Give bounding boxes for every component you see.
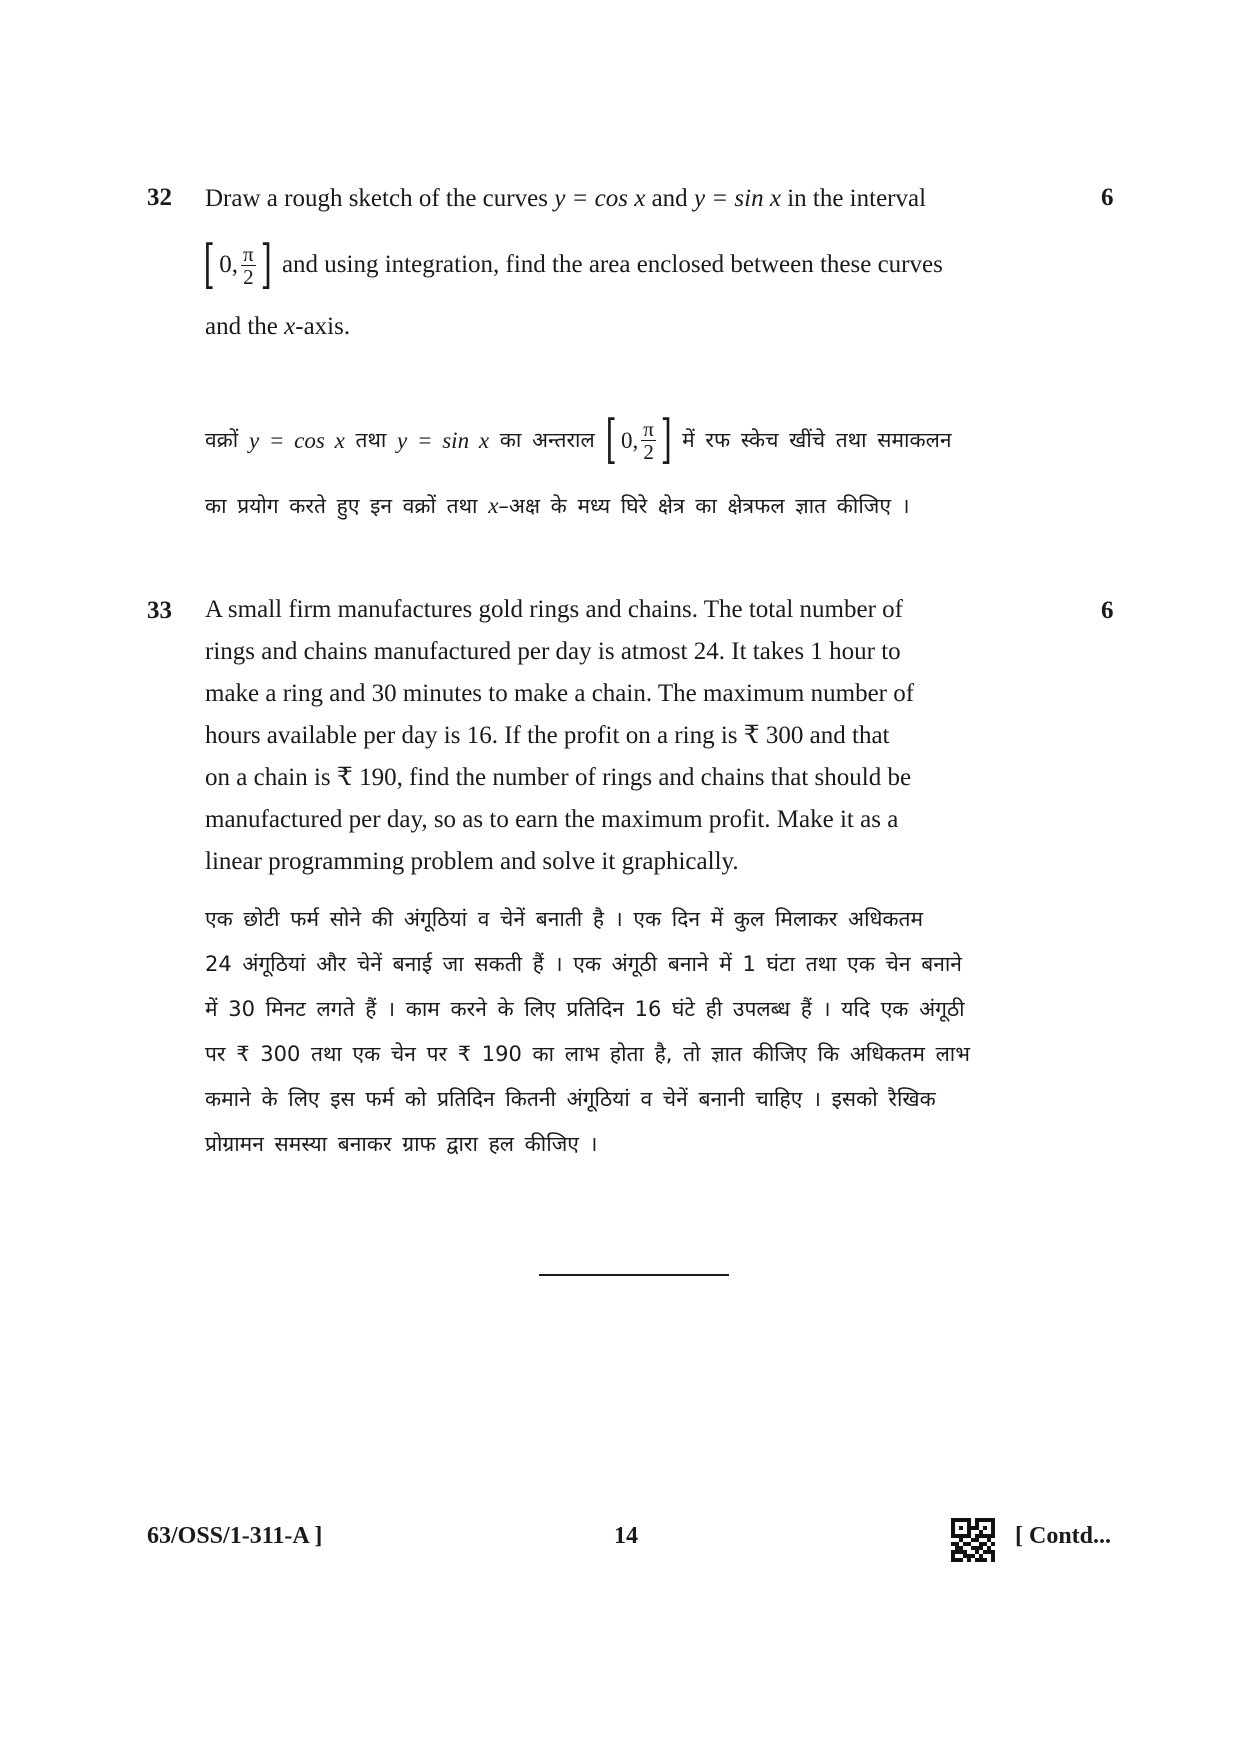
interval-expression-hindi: [ 0, $\frac{\pi}{2}$ ] xyxy=(605,410,672,470)
q32-english-line-2: [ 0, $\frac{\pi}{2}$ ] and using integration, find the area enclosed between these curves xyxy=(205,230,1065,300)
question-text-hindi xyxy=(205,897,1065,1167)
question-number: 33 xyxy=(147,597,172,624)
question-text-english xyxy=(205,178,1065,348)
page-number: 14 xyxy=(614,1523,638,1549)
q33-english-line: hours available per day is 16. If the profit on a ring is ₹ 300 and that xyxy=(205,722,890,749)
question-marks: 6 xyxy=(1101,184,1114,211)
curve-cos: y = cos x xyxy=(554,185,646,212)
q33-english-line: on a chain is ₹ 190, find the number of rings and chains that should be xyxy=(205,764,912,791)
question-marks: 6 xyxy=(1101,597,1114,624)
q33-english-line: manufactured per day, so as to earn the maximum profit. Make it as a xyxy=(205,806,899,833)
q33-english-line: rings and chains manufactured per day is atmost 24. It takes 1 hour to xyxy=(205,638,901,665)
contd-label: [ Contd... xyxy=(1015,1523,1112,1549)
q33-hindi-line: में 30 मिनट लगते हैं । काम करने के लिए प्रतिदिन 16 घंटे ही उपलब्ध हैं । यदि एक अंगूठी xyxy=(205,997,965,1021)
q32-hindi-line-1: वक्रों y = cos x तथा y = sin x का अन्तराल [ 0, $\frac{\pi}{2}$ ] में रफ स्केच खींचे तथा समाकलन xyxy=(205,410,952,470)
q32-hindi-line-2: का प्रयोग करते हुए इन वक्रों तथा x–अक्ष के मध्य घिरे क्षेत्र का क्षेत्रफल ज्ञात कीजिए । xyxy=(205,493,910,518)
question-number: 32 xyxy=(147,184,172,211)
q33-hindi-line: 24 अंगूठियां और चेनें बनाई जा सकती हैं । एक अंगूठी बनाने में 1 घंटा तथा एक चेन बनाने xyxy=(205,952,962,976)
q32-english-line-1: Draw a rough sketch of the curves y = cos x and y = sin x in the interval xyxy=(205,185,927,212)
paper-code: 63/OSS/1-311-A ] xyxy=(147,1523,323,1549)
section-divider xyxy=(539,1274,729,1276)
q33-hindi-line: प्रोग्रामन समस्या बनाकर ग्राफ द्वारा हल कीजिए । xyxy=(205,1132,598,1156)
q33-english-line: make a ring and 30 minutes to make a chain. The maximum number of xyxy=(205,680,915,707)
q33-hindi-line: पर ₹ 300 तथा एक चेन पर ₹ 190 का लाभ होता है, तो ज्ञात कीजिए कि अधिकतम लाभ xyxy=(205,1042,971,1066)
qr-code-icon xyxy=(951,1518,995,1562)
q33-english-line: linear programming problem and solve it graphically. xyxy=(205,848,739,875)
question-text-hindi xyxy=(205,405,1065,529)
q33-hindi-line: एक छोटी फर्म सोने की अंगूठियां व चेनें बनाती है । एक दिन में कुल मिलाकर अधिकतम xyxy=(205,907,924,931)
interval-expression: [ 0, $\frac{\pi}{2}$ ] xyxy=(203,235,272,295)
q33-english-line: A small firm manufactures gold rings and chains. The total number of xyxy=(205,596,903,623)
curve-sin: y = sin x xyxy=(693,185,781,212)
question-text-english xyxy=(205,589,1065,883)
q32-english-line-3: and the x-axis. xyxy=(205,313,351,340)
q33-hindi-line: कमाने के लिए इस फर्म को प्रतिदिन कितनी अंगूठियां व चेनें बनानी चाहिए । इसको रैखिक xyxy=(205,1087,936,1111)
